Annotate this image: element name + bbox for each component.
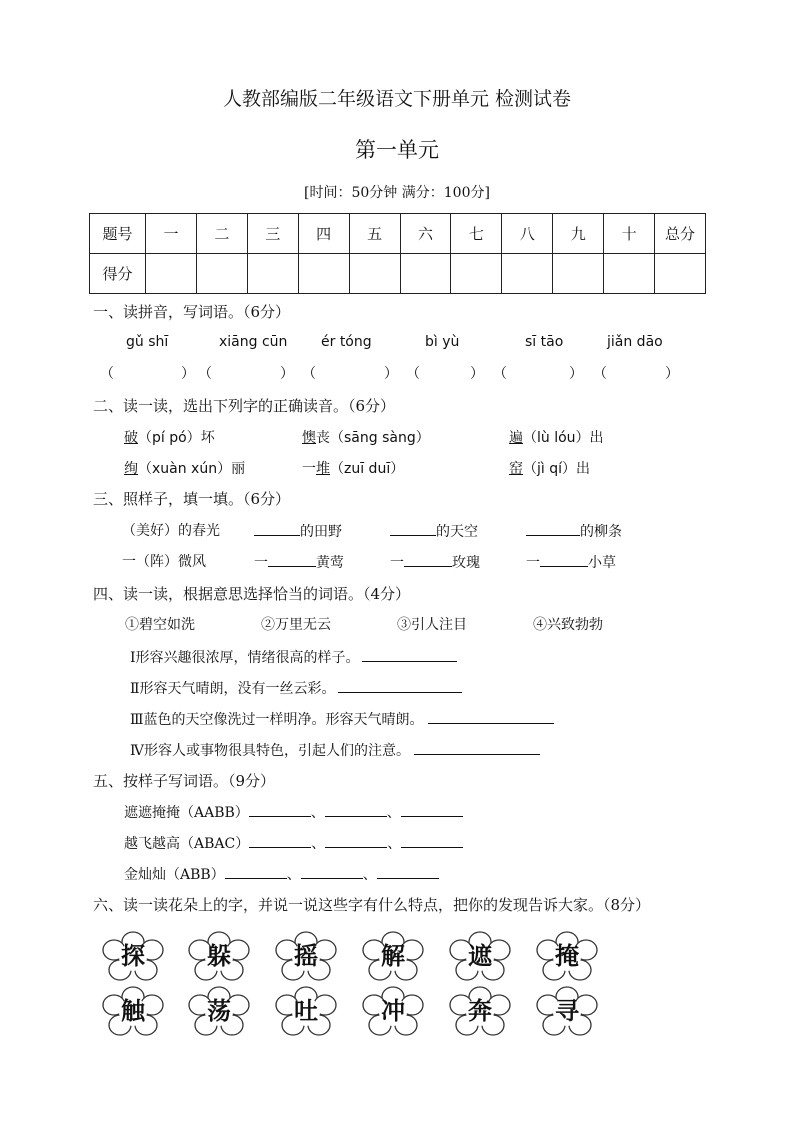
score-cell[interactable] bbox=[349, 254, 400, 294]
column-header-cell: 四 bbox=[298, 214, 349, 254]
score-cell[interactable] bbox=[247, 254, 298, 294]
column-header-cell: 九 bbox=[553, 214, 604, 254]
column-header-cell: 三 bbox=[247, 214, 298, 254]
flower-card bbox=[102, 985, 164, 1037]
reading-options[interactable]: （pí pó） bbox=[138, 430, 201, 446]
flower-char: 摇 bbox=[294, 941, 318, 970]
pinyin-4: bì yù bbox=[425, 334, 460, 350]
answer-paren-5[interactable]: （ ） bbox=[493, 366, 583, 382]
column-header-cell: 总分 bbox=[655, 214, 706, 254]
flower-char: 冲 bbox=[381, 996, 405, 1025]
score-table bbox=[89, 213, 706, 294]
reading-options[interactable]: （xuàn xún） bbox=[138, 461, 232, 477]
blank[interactable] bbox=[540, 551, 588, 567]
answer-blank[interactable] bbox=[428, 708, 554, 724]
fill-item: 一 小草 bbox=[526, 551, 616, 572]
column-header-cell: 八 bbox=[502, 214, 553, 254]
answer-blank[interactable] bbox=[414, 739, 540, 755]
answer-paren-6[interactable]: （ ） bbox=[593, 366, 679, 382]
column-header-cell: 一 bbox=[146, 214, 197, 254]
score-cell[interactable] bbox=[451, 254, 502, 294]
fill-item: 的田野 bbox=[254, 520, 342, 541]
word-option: ②万里无云 bbox=[261, 617, 331, 633]
flower-card bbox=[362, 985, 424, 1037]
blank[interactable] bbox=[377, 863, 439, 879]
word-option: ④兴致勃勃 bbox=[533, 617, 603, 633]
score-cell[interactable] bbox=[655, 254, 706, 294]
flower-card bbox=[449, 930, 511, 982]
reading-item: 一堆（zuī duī） bbox=[302, 461, 405, 477]
flower-char: 躲 bbox=[207, 941, 231, 970]
example-phrase: 一（阵）微风 bbox=[122, 554, 206, 570]
column-header-cell: 七 bbox=[451, 214, 502, 254]
score-cell[interactable] bbox=[553, 254, 604, 294]
answer-paren-1[interactable]: （ ） bbox=[100, 366, 195, 382]
flower-char: 掩 bbox=[555, 941, 579, 970]
score-cell[interactable] bbox=[502, 254, 553, 294]
definition-item: Ⅳ形容人或事物很具特色，引起人们的注意。 bbox=[130, 739, 540, 760]
flower-card bbox=[188, 985, 250, 1037]
flower-char: 奔 bbox=[468, 996, 492, 1025]
q6-heading: 六、读一读花朵上的字，并说一说这些字有什么特点，把你的发现告诉大家。（8分） bbox=[93, 896, 651, 914]
pinyin-3: ér tóng bbox=[321, 334, 372, 350]
word-option: ①碧空如洗 bbox=[125, 617, 195, 633]
blank[interactable] bbox=[526, 520, 580, 536]
pattern-row: 遮遮掩掩（AABB） 、 、 bbox=[124, 801, 463, 822]
pattern-row: 越飞越高（ABAC） 、 、 bbox=[124, 832, 463, 853]
fill-item: 一 玫瑰 bbox=[390, 551, 480, 572]
reading-item: 遍（lù lóu）出 bbox=[509, 430, 604, 446]
pinyin-5: sī tāo bbox=[525, 334, 564, 350]
unit-title: 第一单元 bbox=[355, 138, 439, 162]
definition-item: Ⅲ蓝色的天空像洗过一样明净。形容天气晴朗。 bbox=[130, 708, 554, 729]
blank[interactable] bbox=[254, 520, 300, 536]
blank[interactable] bbox=[301, 863, 363, 879]
flower-char: 解 bbox=[381, 941, 405, 970]
reading-options[interactable]: （zuī duī） bbox=[330, 461, 405, 477]
score-cell[interactable] bbox=[146, 254, 197, 294]
target-char: 窑 bbox=[509, 461, 523, 477]
blank[interactable] bbox=[249, 801, 311, 817]
flower-card bbox=[362, 930, 424, 982]
target-char: 堆 bbox=[316, 461, 330, 477]
answer-paren-3[interactable]: （ ） bbox=[302, 366, 398, 382]
reading-options[interactable]: （lù lóu） bbox=[523, 430, 590, 446]
target-char: 破 bbox=[124, 430, 138, 446]
blank[interactable] bbox=[404, 551, 452, 567]
flower-card bbox=[536, 930, 598, 982]
column-header-cell: 五 bbox=[349, 214, 400, 254]
flower-grid bbox=[100, 928, 600, 1040]
answer-paren-2[interactable]: （ ） bbox=[198, 366, 294, 382]
q1-heading: 一、读拼音，写词语。（6分） bbox=[93, 303, 291, 321]
fill-item: 一 黄莺 bbox=[254, 551, 344, 572]
score-cell[interactable] bbox=[604, 254, 655, 294]
flower-char: 触 bbox=[121, 996, 145, 1025]
flower-card bbox=[449, 985, 511, 1037]
paper-title: 人教部编版二年级语文下册单元 检测试卷 bbox=[222, 88, 572, 110]
reading-item: 窑（jì qí）出 bbox=[509, 461, 591, 477]
pinyin-1: gǔ shī bbox=[126, 334, 169, 350]
blank[interactable] bbox=[249, 832, 311, 848]
score-cell[interactable] bbox=[298, 254, 349, 294]
flower-card bbox=[188, 930, 250, 982]
flower-char: 寻 bbox=[555, 996, 579, 1025]
reading-item: 懊丧（sāng sàng） bbox=[302, 430, 430, 446]
pinyin-2: xiāng cūn bbox=[219, 334, 288, 350]
column-header-cell: 六 bbox=[400, 214, 451, 254]
flower-char: 遮 bbox=[468, 941, 492, 970]
header-label-cell: 题号 bbox=[90, 214, 146, 254]
q2-heading: 二、读一读，选出下列字的正确读音。（6分） bbox=[93, 397, 396, 415]
definition-item: Ⅱ形容天气晴朗，没有一丝云彩。 bbox=[130, 677, 462, 698]
blank[interactable] bbox=[401, 832, 463, 848]
answer-paren-4[interactable]: （ ） bbox=[406, 366, 484, 382]
target-char: 遍 bbox=[509, 430, 523, 446]
reading-options[interactable]: （jì qí） bbox=[523, 461, 577, 477]
flower-card bbox=[536, 985, 598, 1037]
reading-item: 破（pí pó）坏 bbox=[124, 430, 215, 446]
pinyin-6: jiǎn dāo bbox=[607, 334, 663, 350]
flower-card bbox=[102, 930, 164, 982]
time-score-info: [时间：50分钟 满分：100分] bbox=[304, 185, 490, 201]
score-table-header-row bbox=[90, 214, 706, 254]
pattern-row: 金灿灿（ABB） 、 、 bbox=[124, 863, 439, 884]
score-cell[interactable] bbox=[196, 254, 247, 294]
reading-options[interactable]: （sāng sàng） bbox=[330, 430, 430, 446]
blank[interactable] bbox=[268, 551, 316, 567]
flower-card bbox=[275, 985, 337, 1037]
target-char: 懊 bbox=[302, 430, 316, 446]
flower-card bbox=[275, 930, 337, 982]
blank[interactable] bbox=[390, 520, 436, 536]
flower-char: 荡 bbox=[207, 996, 231, 1025]
answer-blank[interactable] bbox=[338, 677, 462, 693]
q5-heading: 五、按样子写词语。（9分） bbox=[93, 772, 276, 790]
target-char: 绚 bbox=[124, 461, 138, 477]
word-option: ③引人注目 bbox=[397, 617, 467, 633]
answer-blank[interactable] bbox=[362, 646, 457, 662]
reading-item: 绚（xuàn xún）丽 bbox=[124, 461, 246, 477]
score-label-cell: 得分 bbox=[90, 254, 146, 294]
q3-heading: 三、照样子，填一填。（6分） bbox=[93, 490, 291, 508]
fill-item: 的天空 bbox=[390, 520, 478, 541]
blank[interactable] bbox=[401, 801, 463, 817]
example-phrase: （美好）的春光 bbox=[122, 523, 220, 539]
column-header-cell: 十 bbox=[604, 214, 655, 254]
blank[interactable] bbox=[225, 863, 287, 879]
definition-item: Ⅰ形容兴趣很浓厚，情绪很高的样子。 bbox=[130, 646, 457, 667]
blank[interactable] bbox=[325, 832, 387, 848]
fill-item: 的柳条 bbox=[526, 520, 622, 541]
score-cell[interactable] bbox=[400, 254, 451, 294]
flower-char: 探 bbox=[121, 941, 145, 970]
column-header-cell: 二 bbox=[196, 214, 247, 254]
score-table-score-row bbox=[90, 254, 706, 294]
q4-heading: 四、读一读，根据意思选择恰当的词语。（4分） bbox=[93, 585, 411, 603]
blank[interactable] bbox=[325, 801, 387, 817]
flower-char: 吐 bbox=[294, 996, 318, 1025]
